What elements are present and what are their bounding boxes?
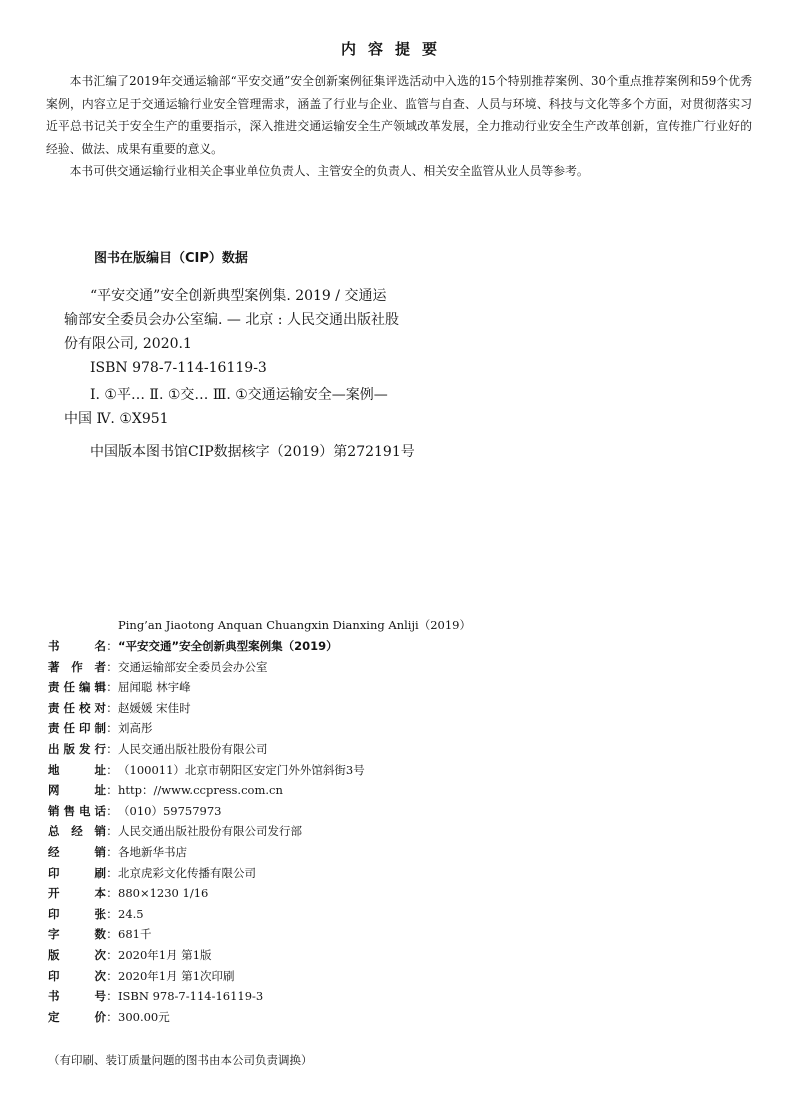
copyright-value: （010）59757973 <box>118 803 222 818</box>
pinyin-title: Ping’an Jiaotong Anquan Chuangxin Dianxing Anliji（2019） <box>118 618 471 632</box>
copyright-label: 网 址 <box>48 783 106 798</box>
copyright-label: 责 任 编 辑 <box>48 680 106 695</box>
copyright-value: 24.5 <box>118 906 144 921</box>
copyright-value: 赵媛媛 宋佳时 <box>118 700 191 715</box>
cip-desc-line: 输部安全委员会办公室编. — 北京 : 人民交通出版社股 <box>64 312 399 328</box>
copyright-value: 交通运输部安全委员会办公室 <box>118 659 268 674</box>
copyright-row <box>48 698 508 719</box>
copyright-label: 总 经 销 <box>48 824 106 839</box>
copyright-value: 2020年1月 第1版 <box>118 947 212 962</box>
copyright-value: 681千 <box>118 927 152 942</box>
label-colon: ： <box>106 968 118 983</box>
copyright-label: 责 任 校 对 <box>48 700 106 715</box>
copyright-value: 2020年1月 第1次印刷 <box>118 968 235 983</box>
cip-heading: 图书在版编目（CIP）数据 <box>94 251 248 266</box>
copyright-label: 开 本 <box>48 886 106 901</box>
copyright-label: 责 任 印 制 <box>48 721 106 736</box>
copyright-value: 人民交通出版社股份有限公司发行部 <box>118 824 302 839</box>
copyright-row <box>48 883 508 904</box>
summary-paragraph: 本书可供交通运输行业相关企事业单位负责人、主管安全的负责人、相关安全监管从业人员等参考。 <box>69 164 589 178</box>
copyright-label: 版 次 <box>48 947 106 962</box>
summary-paragraph: 本书汇编了2019年交通运输部“平安交通”安全创新案例征集评选活动中入选的15个特别推荐案例、30个重点推荐案例和59个优秀案例，内容立足于交通运输行业安全管理需求，涵盖了行业与企业、监管与自查、人员与环境、科技与文化等多个方面，对贯彻落实习近平总书记关于安全生产的重要指示，深入推进交通运输安全生产领域改革发展，全力推动行业安全生产改革创新，宣传推广行业好的经验、做法、成果有重要的意义。 <box>46 74 752 156</box>
copyright-row <box>48 657 508 678</box>
label-colon: ： <box>106 741 118 756</box>
label-colon: ： <box>106 680 118 695</box>
copyright-value: 300.00元 <box>118 1009 170 1024</box>
copyright-value: 屈闻聪 林宇峰 <box>118 680 191 695</box>
quality-note: （有印刷、装订质量问题的图书由本公司负责调换） <box>48 1053 313 1067</box>
copyright-label: 书 名 <box>48 639 106 653</box>
copyright-label: 字 数 <box>48 927 106 942</box>
cip-record-number: 中国版本图书馆CIP数据核字（2019）第272191号 <box>90 444 415 460</box>
copyright-value: ISBN 978-7-114-16119-3 <box>118 989 264 1004</box>
cip-desc-line: 份有限公司, 2020.1 <box>64 336 192 352</box>
label-colon: ： <box>106 989 118 1004</box>
copyright-row <box>48 760 508 781</box>
label-colon: ： <box>106 700 118 715</box>
copyright-row <box>48 718 508 739</box>
summary-title: 内容提要 <box>340 40 449 58</box>
copyright-value: 880×1230 1/16 <box>118 886 209 901</box>
label-colon: ： <box>106 947 118 962</box>
copyright-label: 印 次 <box>48 968 106 983</box>
copyright-row <box>48 780 508 801</box>
label-colon: ： <box>106 762 118 777</box>
copyright-value: 北京虎彩文化传播有限公司 <box>118 865 256 880</box>
label-colon: ： <box>106 844 118 859</box>
label-colon: ： <box>106 906 118 921</box>
copyright-row <box>48 924 508 945</box>
copyright-row <box>48 986 508 1007</box>
label-colon: ： <box>106 721 118 736</box>
cip-classification <box>64 383 474 431</box>
label-colon: ： <box>106 639 118 653</box>
label-colon: ： <box>106 783 118 798</box>
copyright-row <box>48 842 508 863</box>
copyright-row <box>48 801 508 822</box>
copyright-value: （100011）北京市朝阳区安定门外外馆斜街3号 <box>118 762 365 777</box>
copyright-row <box>48 904 508 925</box>
copyright-row <box>48 739 508 760</box>
copyright-value: http：//www.ccpress.com.cn <box>118 783 283 798</box>
copyright-row <box>48 945 508 966</box>
label-colon: ： <box>106 659 118 674</box>
copyright-value: “平安交通”安全创新典型案例集（2019） <box>118 639 338 653</box>
copyright-row <box>48 821 508 842</box>
copyright-value: 各地新华书店 <box>118 844 187 859</box>
copyright-row <box>48 1007 508 1028</box>
copyright-label: 地 址 <box>48 762 106 777</box>
copyright-label: 书 号 <box>48 989 106 1004</box>
copyright-label: 经 销 <box>48 844 106 859</box>
cip-desc-line: ISBN 978-7-114-16119-3 <box>90 360 267 376</box>
copyright-row <box>48 677 508 698</box>
copyright-row <box>48 863 508 884</box>
copyright-table <box>48 636 508 1027</box>
copyright-label: 印 刷 <box>48 865 106 880</box>
label-colon: ： <box>106 886 118 901</box>
cip-class-line: 中国 Ⅳ. ①X951 <box>64 411 169 427</box>
cip-desc-line: “平安交通”安全创新典型案例集. 2019 / 交通运 <box>90 288 387 304</box>
copyright-label: 定 价 <box>48 1009 106 1024</box>
copyright-value: 刘高彤 <box>118 721 153 736</box>
copyright-label: 著 作 者 <box>48 659 106 674</box>
copyright-row <box>48 636 508 657</box>
copyright-label: 销 售 电 话 <box>48 803 106 818</box>
cip-description <box>64 284 474 380</box>
copyright-label: 出 版 发 行 <box>48 741 106 756</box>
summary-body <box>46 70 752 183</box>
copyright-value: 人民交通出版社股份有限公司 <box>118 741 268 756</box>
label-colon: ： <box>106 865 118 880</box>
copyright-label: 印 张 <box>48 906 106 921</box>
label-colon: ： <box>106 927 118 942</box>
label-colon: ： <box>106 1009 118 1024</box>
copyright-row <box>48 966 508 987</box>
label-colon: ： <box>106 803 118 818</box>
label-colon: ： <box>106 824 118 839</box>
cip-record <box>64 440 474 464</box>
cip-class-line: Ⅰ. ①平… Ⅱ. ①交… Ⅲ. ①交通运输安全—案例— <box>90 387 388 403</box>
